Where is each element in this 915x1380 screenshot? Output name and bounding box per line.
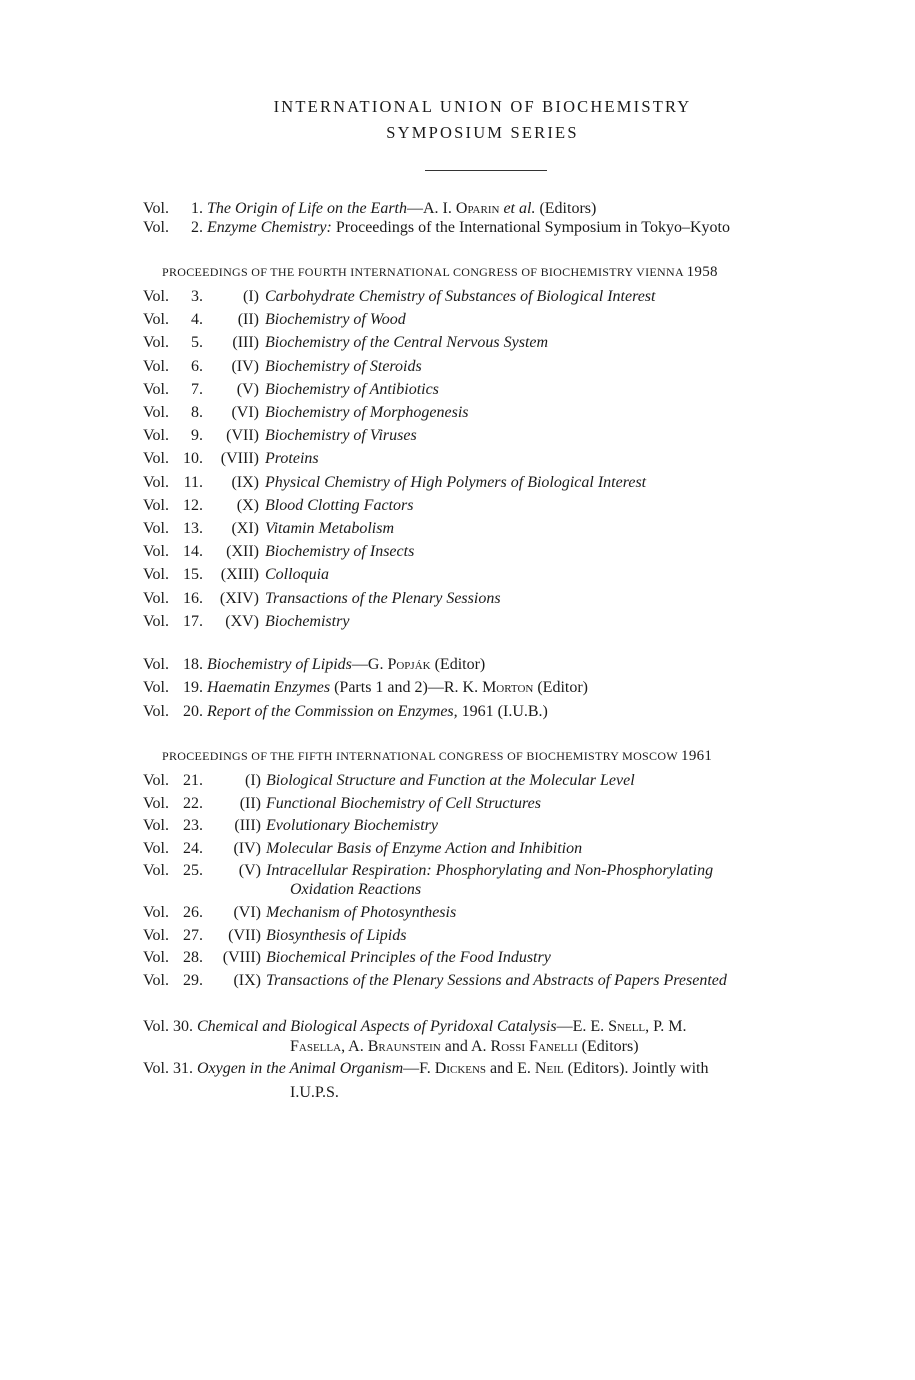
editor-name: Fasella (290, 1038, 342, 1055)
volume-title: Biochemistry (265, 612, 350, 630)
volume-entry: Vol. 11. (IX) Physical Chemistry of High Polymers of Biological Interest (143, 473, 647, 491)
volume-entry: Vol. 24. (IV) Molecular Basis of Enzyme Action and Inhibition (143, 839, 583, 857)
roman-numeral: (XII) (226, 543, 259, 561)
volume-title: The Origin of Life on the Earth (207, 200, 407, 217)
roman-numeral: (II) (237, 311, 259, 329)
roman-numeral: (IX) (231, 473, 259, 491)
volume-entry: Vol. 28. (VIII) Biochemical Principles of the Food Industry (143, 949, 551, 967)
roman-numeral: (XIV) (219, 589, 259, 607)
volume-title: Biochemistry of Morphogenesis (265, 404, 469, 421)
volume-title: Biochemistry of Antibiotics (265, 380, 439, 398)
volume-entry-31: Vol. 31. Oxygen in the Animal Organism—F. Dickens and E. Neil (Editors). Jointly with (143, 1060, 709, 1077)
volume-title: Biochemistry of Wood (265, 311, 406, 329)
volume-entry-18: Vol. 18. Biochemistry of Lipids—G. Popják (Editor) (143, 656, 486, 673)
roman-numeral: (VI) (231, 404, 259, 421)
volume-title: Biochemistry of Viruses (265, 427, 417, 445)
editor-name: Morton (482, 679, 534, 696)
volume-entry: Vol. 6. (IV) Biochemistry of Steroids (143, 357, 422, 375)
roman-numeral: (I) (243, 288, 259, 305)
volume-title: Molecular Basis of Enzyme Action and Inhibition (266, 839, 583, 857)
volume-entry: Vol. 16. (XIV) Transactions of the Plenary Sessions (143, 589, 501, 607)
editor-name: Neil (534, 1060, 564, 1077)
roman-numeral: (VI) (233, 904, 261, 921)
roman-numeral: (VII) (226, 427, 259, 445)
series-title: INTERNATIONAL UNION OF BIOCHEMISTRY (273, 97, 692, 116)
roman-numeral: (VIII) (220, 450, 259, 468)
section-heading-moscow: PROCEEDINGS OF THE FIFTH INTERNATIONAL CONGRESS OF BIOCHEMISTRY MOSCOW 1961 (162, 748, 713, 764)
roman-numeral: (XIII) (220, 566, 259, 584)
volume-entry: Vol. 23. (III) Evolutionary Biochemistry (143, 817, 438, 835)
roman-numeral: (III) (234, 817, 261, 835)
volume-title: Transactions of the Plenary Sessions (265, 589, 501, 607)
volume-entry-30: Vol. 30. Chemical and Biological Aspects of Pyridoxal Catalysis—E. E. Snell, P. M. Fasella, A. Braunstein and A. Rossi Fanelli (Editors) (143, 1018, 687, 1055)
editor-name: Dickens (434, 1060, 487, 1077)
volume-entry: Vol. 29. (IX) Transactions of the Plenary Sessions and Abstracts of Papers Presented (143, 971, 727, 989)
volume-title: Report of the Commission on Enzymes, (207, 703, 458, 720)
volume-entry: Vol. 4. (II) Biochemistry of Wood (143, 311, 406, 329)
volume-entry: Vol. 14. (XII) Biochemistry of Insects (143, 543, 415, 561)
roman-numeral: (IV) (233, 839, 261, 857)
volume-entry: Vol. 7. (V) Biochemistry of Antibiotics (143, 380, 439, 398)
volume-title: Biochemistry of Lipids (207, 656, 352, 673)
volume-title: Vitamin Metabolism (265, 520, 395, 537)
volume-entry: Vol. 9. (VII) Biochemistry of Viruses (143, 427, 417, 445)
volume-entry: Vol. 26. (VI) Mechanism of Photosynthesis (143, 904, 457, 921)
roman-numeral: (VII) (228, 926, 261, 944)
volume-entry: Vol. 12. (X) Blood Clotting Factors (143, 496, 414, 514)
volume-title: Biochemical Principles of the Food Industry (266, 949, 551, 967)
editor-name: Oparin (455, 200, 500, 217)
volume-title: Haematin Enzymes (207, 679, 331, 696)
volume-title: Biochemistry of Steroids (265, 357, 422, 375)
editor-name: Braunstein (367, 1038, 441, 1055)
section-heading-vienna: PROCEEDINGS OF THE FOURTH INTERNATIONAL CONGRESS OF BIOCHEMISTRY VIENNA 1958 (162, 264, 718, 280)
volume-title: Proteins (265, 450, 319, 468)
volume-title: Transactions of the Plenary Sessions and Abstracts of Papers Presented (266, 971, 727, 989)
volume-entry-31-continued: I.U.P.S. (290, 1084, 339, 1101)
volume-title: Evolutionary Biochemistry (266, 817, 438, 835)
volume-entry: Vol. 21. (I) Biological Structure and Function at the Molecular Level (143, 772, 635, 789)
volume-title: Chemical and Biological Aspects of Pyridoxal Catalysis (196, 1018, 557, 1035)
volume-entry: Vol. 13. (XI) Vitamin Metabolism (143, 520, 395, 537)
volume-entry-continued: Oxidation Reactions (290, 881, 422, 899)
roman-numeral: (IV) (231, 357, 259, 375)
volume-entry: Vol. 8. (VI) Biochemistry of Morphogenesis (143, 404, 469, 421)
volume-title: Biosynthesis of Lipids (266, 926, 407, 944)
volume-title: Biological Structure and Function at the Molecular Level (266, 772, 635, 789)
volume-entry-20: Vol. 20. Report of the Commission on Enzymes, 1961 (I.U.B.) (143, 703, 548, 720)
roman-numeral: (III) (232, 334, 259, 352)
volume-entry: Vol. 5. (III) Biochemistry of the Central Nervous System (143, 334, 549, 352)
roman-numeral: (V) (238, 862, 261, 880)
volume-entry: Vol. 3. (I) Carbohydrate Chemistry of Substances of Biological Interest (143, 288, 656, 305)
series-subtitle: SYMPOSIUM SERIES (386, 123, 579, 142)
roman-numeral: (XV) (225, 612, 259, 630)
divider-rule (425, 170, 547, 171)
editor-name: Popják (387, 656, 431, 673)
volume-title: Blood Clotting Factors (265, 496, 414, 514)
volume-entry: Vol. 17. (XV) Biochemistry (143, 612, 350, 630)
volume-entry: Vol. 27. (VII) Biosynthesis of Lipids (143, 926, 407, 944)
volume-title: Oxygen in the Animal Organism (196, 1060, 404, 1077)
roman-numeral: (I) (245, 772, 261, 789)
roman-numeral: (VIII) (222, 949, 261, 967)
volume-entry: Vol. 15. (XIII) Colloquia (143, 566, 330, 584)
volume-entry: Vol. 25. (V) Intracellular Respiration: Phosphorylating and Non-Phosphorylating (143, 862, 714, 880)
volume-title: Carbohydrate Chemistry of Substances of Biological Interest (265, 288, 656, 305)
roman-numeral: (XI) (231, 520, 259, 537)
editor-name: Rossi Fanelli (490, 1038, 578, 1055)
roman-numeral: (II) (239, 794, 261, 812)
roman-numeral: (IX) (233, 971, 261, 989)
volume-title: Biochemistry of Insects (265, 543, 415, 561)
volume-entry-2: Vol. 2. Enzyme Chemistry: Proceedings of the International Symposium in Tokyo–Kyoto (143, 219, 730, 236)
volume-entry: Vol. 10. (VIII) Proteins (143, 450, 319, 468)
volume-title: Enzyme Chemistry: (207, 219, 332, 236)
editor-name: Snell (608, 1018, 646, 1035)
volume-title: Intracellular Respiration: Phosphorylating and Non-Phosphorylating (266, 862, 714, 880)
volume-entry: Vol. 22. (II) Functional Biochemistry of Cell Structures (143, 794, 541, 812)
roman-numeral: (V) (236, 380, 259, 398)
volume-title: Functional Biochemistry of Cell Structures (266, 794, 541, 812)
volume-title: Mechanism of Photosynthesis (266, 904, 457, 921)
volume-entry-19: Vol. 19. Haematin Enzymes (Parts 1 and 2)—R. K. Morton (Editor) (143, 679, 588, 696)
volume-title: Physical Chemistry of High Polymers of Biological Interest (265, 473, 647, 491)
volume-title: Biochemistry of the Central Nervous System (265, 334, 549, 352)
volume-entry-1: Vol. 1. The Origin of Life on the Earth—A. I. Oparin et al. (Editors) (143, 200, 597, 217)
roman-numeral: (X) (236, 496, 259, 514)
volume-title: Colloquia (265, 566, 330, 584)
